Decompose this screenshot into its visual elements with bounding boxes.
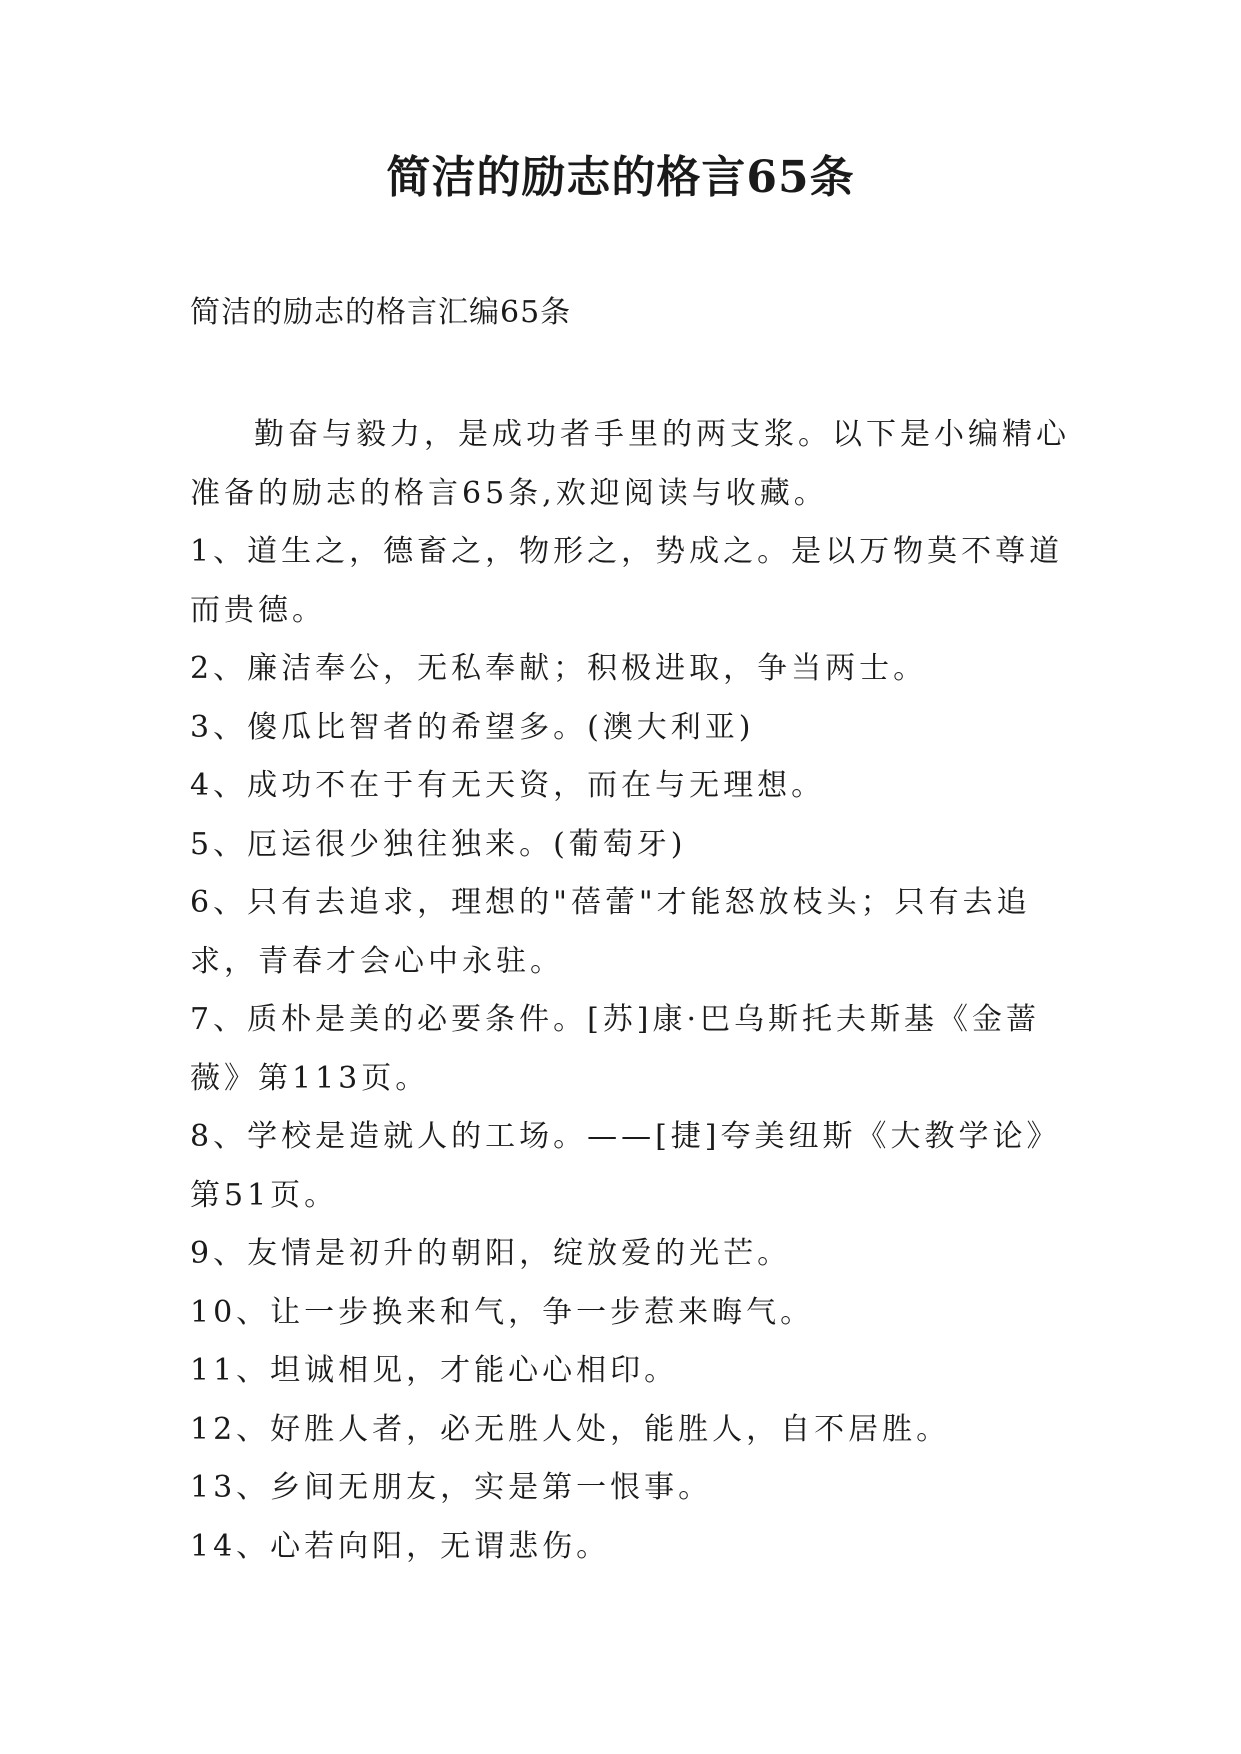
list-item: 3、傻瓜比智者的希望多。(澳大利亚) bbox=[190, 709, 755, 745]
list-item: 14、心若向阳，无谓悲伤。 bbox=[190, 1528, 611, 1564]
document-body bbox=[190, 406, 1070, 1576]
list-item: 5、厄运很少独往独来。(葡萄牙) bbox=[190, 826, 687, 862]
list-item: 2、廉洁奉公，无私奉献；积极进取，争当两士。 bbox=[190, 651, 928, 686]
list-item: 10、让一步换来和气，争一步惹来晦气。 bbox=[190, 1294, 815, 1330]
intro-paragraph: 勤奋与毅力，是成功者手里的两支浆。以下是小编精心准备的励志的格言65条,欢迎阅读与收藏。 bbox=[190, 417, 1070, 511]
list-item: 9、友情是初升的朝阳，绽放爱的光芒。 bbox=[190, 1236, 792, 1271]
list-item: 4、成功不在于有无天资，而在与无理想。 bbox=[190, 768, 826, 803]
list-item: 1、道生之，德畜之，物形之，势成之。是以万物莫不尊道而贵德。 bbox=[190, 534, 1064, 628]
document-subtitle: 简洁的励志的格言汇编65条 bbox=[190, 295, 572, 330]
page-title: 简洁的励志的格言65条 bbox=[386, 152, 855, 203]
list-item: 8、学校是造就人的工场。——[捷]夸美纽斯《大教学论》第51页。 bbox=[190, 1119, 1061, 1213]
list-item: 12、好胜人者，必无胜人处，能胜人，自不居胜。 bbox=[190, 1411, 951, 1447]
list-item: 7、质朴是美的必要条件。[苏]康·巴乌斯托夫斯基《金蔷薇》第113页。 bbox=[190, 1002, 1041, 1096]
list-item: 6、只有去追求，理想的"蓓蕾"才能怒放枝头；只有去追求，青春才会心中永驻。 bbox=[190, 885, 1031, 979]
list-item: 13、乡间无朋友，实是第一恨事。 bbox=[190, 1470, 713, 1505]
list-item: 11、坦诚相见，才能心心相印。 bbox=[190, 1353, 679, 1388]
